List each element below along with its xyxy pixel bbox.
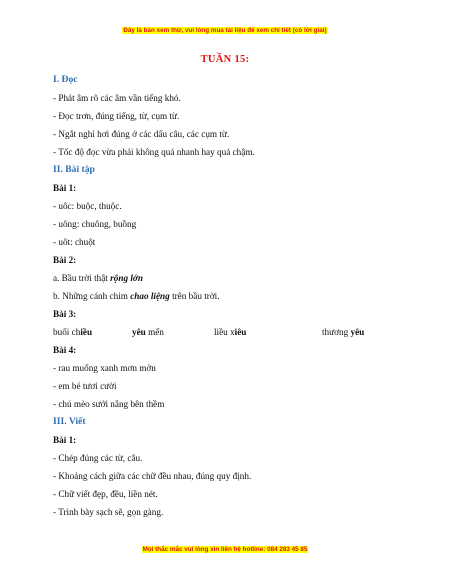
word-part-bold: iêu (234, 327, 247, 337)
word-part: thương (322, 327, 351, 337)
reading-item: - Tốc độ đọc vừa phải không quá nhanh hay quá chậm. (53, 147, 255, 157)
sentence-text: trên bầu trời. (169, 291, 220, 301)
exercise-sentence-a (53, 269, 398, 287)
writing-item: - Chữ viết đẹp, đều, liền nét. (53, 489, 158, 499)
section-heading-exercises: II. Bài tập (53, 164, 95, 175)
word-part: buổi ch (53, 327, 81, 337)
exercise-item: - uông: chuông, buồng (53, 219, 137, 229)
sentence-answer: rộng lớn (110, 273, 143, 283)
exercise-item: - em bé tươi cười (53, 381, 117, 391)
exercise-title: Bài 4: (53, 345, 77, 355)
exercise-title: Bài 3: (53, 309, 77, 319)
word-part-bold: yêu (350, 327, 365, 337)
word-cell (322, 323, 364, 341)
exercise-title: Bài 1: (53, 435, 77, 445)
preview-banner (0, 27, 450, 34)
exercise-title: Bài 1: (53, 183, 77, 193)
exercise-item: - rau muống xanh mơn mởn (53, 363, 156, 373)
exercise-sentence-b (53, 287, 398, 305)
page-title: TUẦN 15: (200, 54, 250, 65)
writing-item: - Khoảng cách giữa các chữ đều nhau, đúng quy định. (53, 471, 252, 481)
word-part: liều x (214, 327, 235, 337)
hotline-banner (0, 546, 450, 553)
reading-item: - Đọc trơn, đúng tiếng, từ, cụm từ. (53, 111, 180, 121)
section-heading-reading: I. Đọc (53, 74, 78, 85)
word-part-bold: yêu (132, 327, 146, 337)
word-cell (132, 323, 164, 341)
writing-item: - Chép đúng các từ, câu. (53, 453, 143, 463)
exercise-item: - chú mèo sưởi nắng bên thềm (53, 399, 165, 409)
sentence-answer: chao liệng (130, 291, 170, 301)
writing-item: - Trình bày sạch sẽ, gọn gàng. (53, 507, 164, 517)
hotline-banner-text: Mọi thắc mắc vui lòng xin liên hệ hotline: 084 283 45 85 (142, 546, 308, 553)
document-body (53, 71, 398, 521)
exercise-item: - uôt: chuột (53, 237, 96, 247)
sentence-text: b. Những cánh chim (53, 291, 131, 301)
word-cell (53, 323, 92, 341)
exercise-item: - uôc: buộc, thuộc. (53, 201, 122, 211)
reading-item: - Ngắt nghỉ hơi đúng ở các dấu câu, các cụm từ. (53, 129, 230, 139)
word-row (53, 323, 398, 341)
word-part-bold: iều (80, 327, 93, 337)
word-part: mến (145, 327, 164, 337)
sentence-text: a. Bầu trời thật (53, 273, 111, 283)
section-heading-writing: III. Viết (53, 416, 86, 427)
reading-item: - Phát âm rõ các âm vần tiếng khó. (53, 93, 181, 103)
preview-banner-text: Đây là bản xem thử, vui lòng mua tài liệu để xem chi tiết (có lời giải) (123, 27, 327, 34)
exercise-title: Bài 2: (53, 255, 77, 265)
word-cell (214, 323, 246, 341)
